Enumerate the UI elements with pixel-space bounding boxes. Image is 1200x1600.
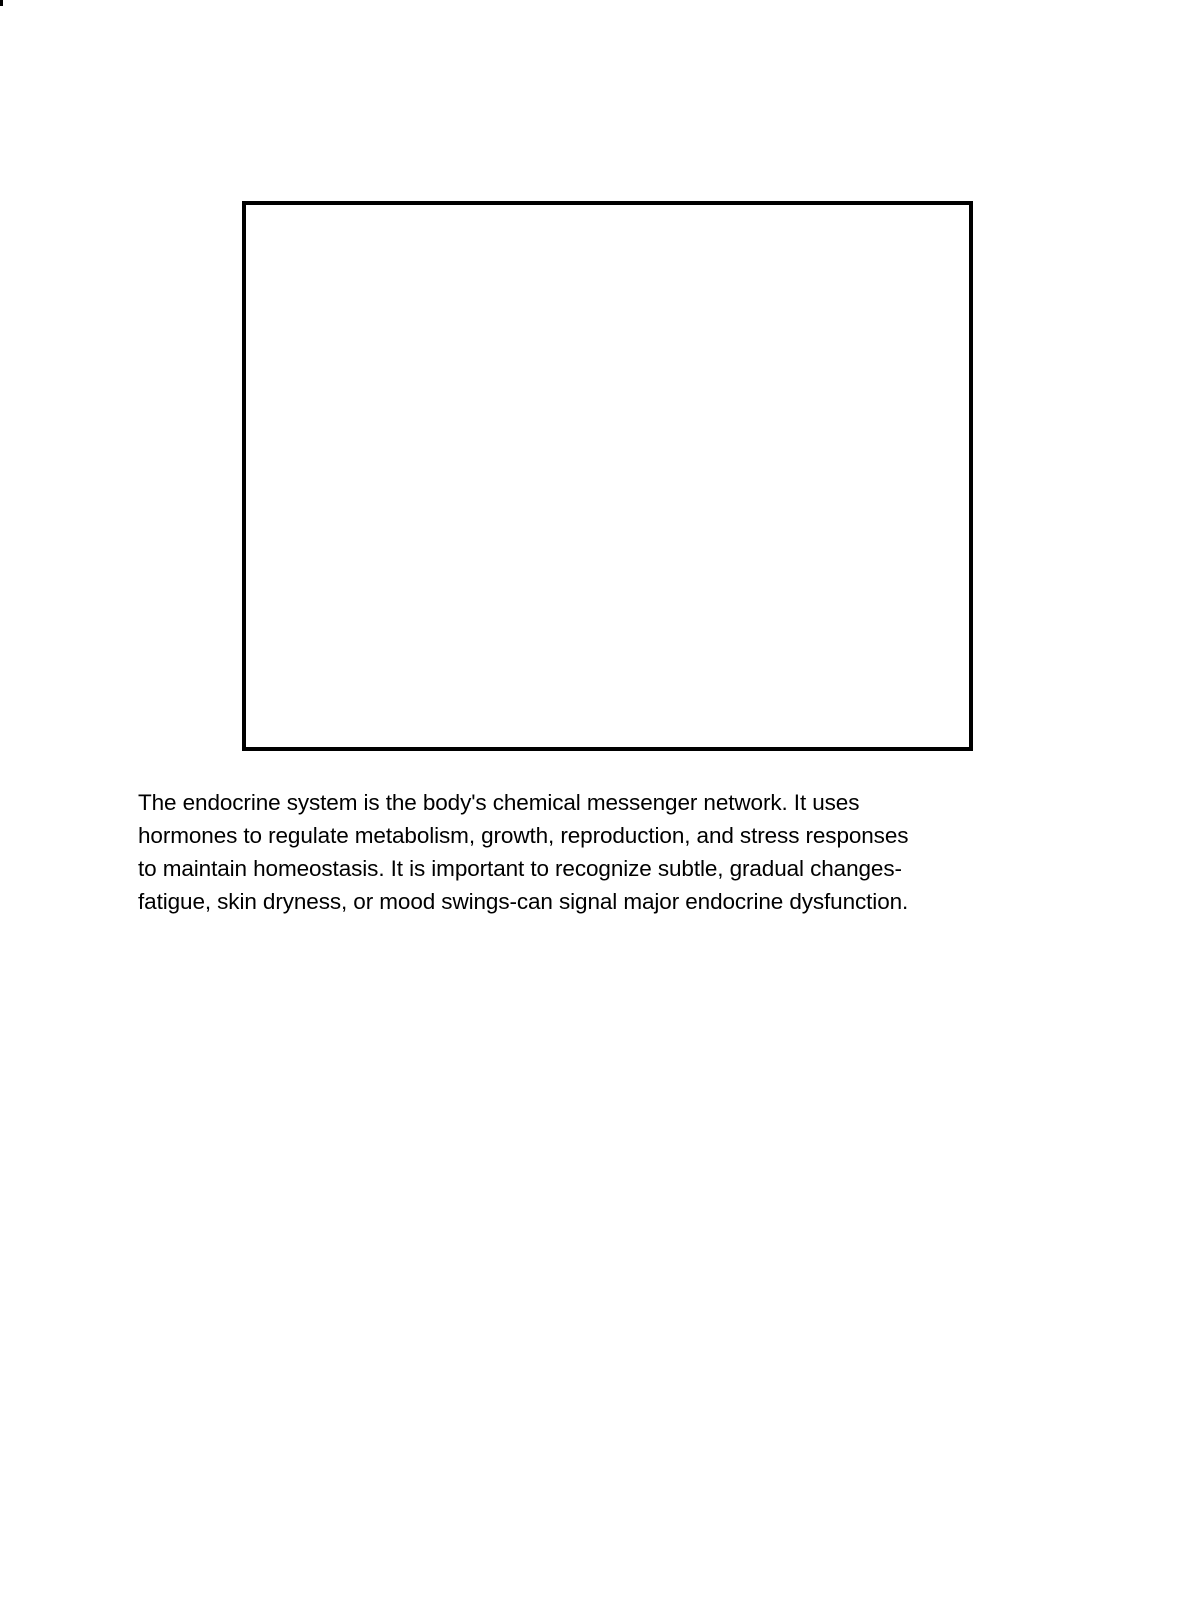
body-paragraph xyxy=(138,786,1078,918)
empty-figure-frame xyxy=(242,201,973,751)
paragraph-line: to maintain homeostasis. It is important to recognize subtle, gradual changes- xyxy=(138,856,902,881)
paragraph-line: fatigue, skin dryness, or mood swings-can signal major endocrine dysfunction. xyxy=(138,889,909,914)
paragraph-line: The endocrine system is the body's chemical messenger network. It uses xyxy=(138,790,860,815)
page-corner-mark xyxy=(0,0,3,6)
paragraph-line: hormones to regulate metabolism, growth, reproduction, and stress responses xyxy=(138,823,909,848)
